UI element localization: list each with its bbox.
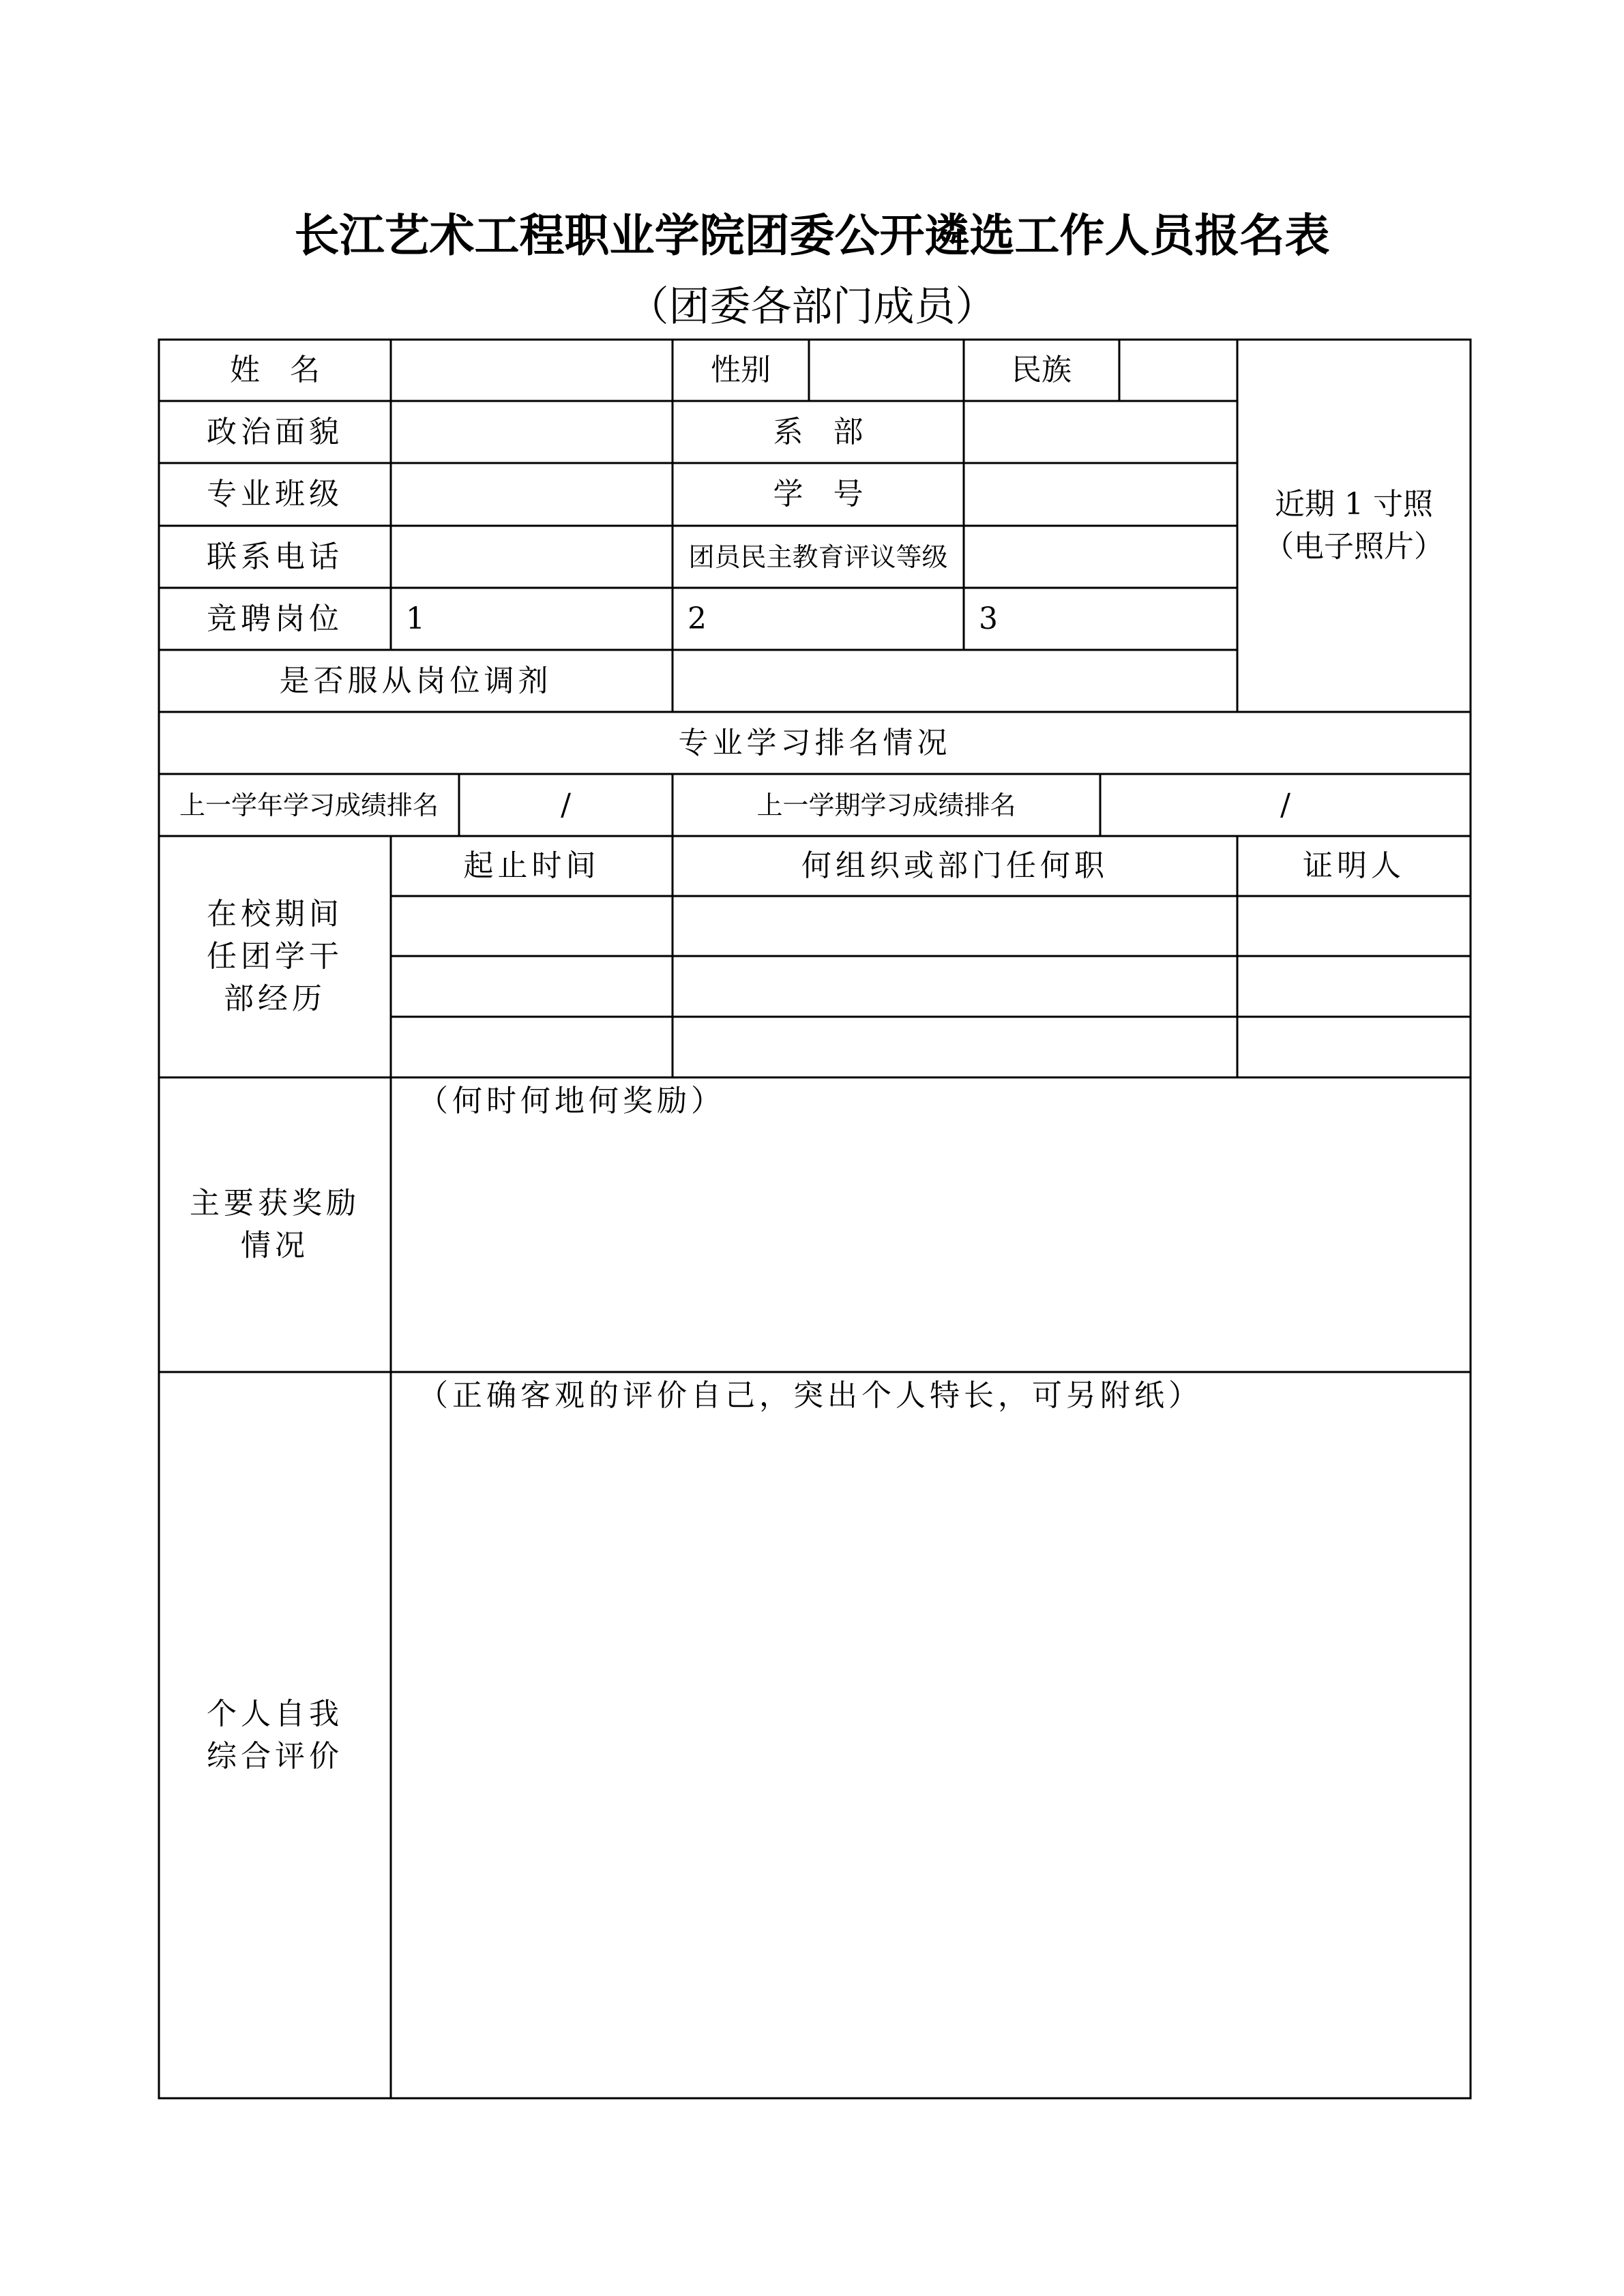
col-org-header: 何组织或部门任何职 bbox=[801, 848, 1108, 883]
adjustment-field[interactable] bbox=[673, 650, 1237, 712]
self-eval-label-line2: 综合评价 bbox=[207, 1738, 343, 1774]
ranking-section-label: 专业学习排名情况 bbox=[678, 725, 951, 760]
name-field[interactable] bbox=[391, 340, 673, 401]
col-witness-header: 证明人 bbox=[1303, 848, 1405, 883]
col-time-header: 起止时间 bbox=[463, 848, 600, 883]
phone-field[interactable] bbox=[391, 526, 673, 588]
experience-label-line3: 部经历 bbox=[224, 981, 326, 1016]
awards-hint: （何时何地何奖励） bbox=[418, 1084, 725, 1118]
experience-witness-field[interactable] bbox=[1237, 896, 1471, 956]
experience-time-field[interactable] bbox=[391, 1017, 673, 1077]
position-choice-3[interactable]: 3 bbox=[979, 601, 998, 636]
experience-label-line1: 在校期间 bbox=[207, 897, 343, 931]
form-subtitle: （团委各部门成员） bbox=[628, 283, 996, 331]
last-year-rank-field[interactable]: / bbox=[561, 787, 571, 822]
photo-label-line2: （电子照片） bbox=[1264, 529, 1444, 564]
last-term-rank-field[interactable]: / bbox=[1280, 787, 1290, 822]
evaluation-grade-label: 团员民主教育评议等级 bbox=[688, 541, 948, 572]
experience-org-field[interactable] bbox=[673, 896, 1237, 956]
ethnicity-label: 民族 bbox=[1012, 353, 1072, 387]
evaluation-grade-field[interactable] bbox=[964, 526, 1237, 588]
gender-label: 性别 bbox=[711, 353, 771, 387]
major-class-field[interactable] bbox=[391, 463, 673, 526]
awards-label-line2: 情况 bbox=[241, 1228, 309, 1263]
adjustment-label: 是否服从岗位调剂 bbox=[279, 663, 552, 698]
experience-label-line2: 任团学干 bbox=[207, 939, 343, 974]
experience-org-field[interactable] bbox=[673, 956, 1237, 1017]
student-id-label: 学 号 bbox=[773, 477, 863, 511]
last-year-rank-label: 上一学年学习成绩排名 bbox=[179, 790, 439, 820]
political-status-field[interactable] bbox=[391, 401, 673, 463]
political-status-label: 政治面貌 bbox=[207, 414, 343, 449]
experience-org-field[interactable] bbox=[673, 1017, 1237, 1077]
major-class-label: 专业班级 bbox=[207, 477, 343, 511]
self-eval-field[interactable] bbox=[391, 1372, 1471, 2098]
form-title: 长江艺术工程职业学院团委公开遴选工作人员报名表 bbox=[294, 209, 1330, 262]
photo-label-line1: 近期 1 寸照 bbox=[1275, 487, 1433, 522]
awards-label-line1: 主要获奖励 bbox=[190, 1186, 360, 1221]
awards-label bbox=[159, 1077, 391, 1372]
name-label: 姓 名 bbox=[230, 353, 320, 387]
experience-witness-field[interactable] bbox=[1237, 1017, 1471, 1077]
experience-time-field[interactable] bbox=[391, 896, 673, 956]
last-term-rank-label: 上一学期学习成绩排名 bbox=[756, 790, 1016, 820]
experience-witness-field[interactable] bbox=[1237, 956, 1471, 1017]
phone-label: 联系电话 bbox=[207, 539, 343, 574]
position-label: 竞聘岗位 bbox=[207, 601, 343, 636]
position-choice-1[interactable]: 1 bbox=[406, 601, 425, 636]
position-choice-2[interactable]: 2 bbox=[688, 601, 707, 636]
self-eval-hint: （正确客观的评价自己，突出个人特长，可另附纸） bbox=[418, 1378, 1202, 1413]
gender-field[interactable] bbox=[809, 340, 964, 401]
department-field[interactable] bbox=[964, 401, 1237, 463]
photo-placeholder[interactable] bbox=[1237, 340, 1471, 712]
self-eval-label bbox=[159, 1372, 391, 2098]
experience-time-field[interactable] bbox=[391, 956, 673, 1017]
awards-field[interactable] bbox=[391, 1077, 1471, 1372]
student-id-field[interactable] bbox=[964, 463, 1237, 526]
department-label: 系 部 bbox=[773, 414, 863, 449]
experience-label bbox=[159, 836, 391, 1077]
self-eval-label-line1: 个人自我 bbox=[207, 1696, 343, 1731]
ethnicity-field[interactable] bbox=[1119, 340, 1237, 401]
